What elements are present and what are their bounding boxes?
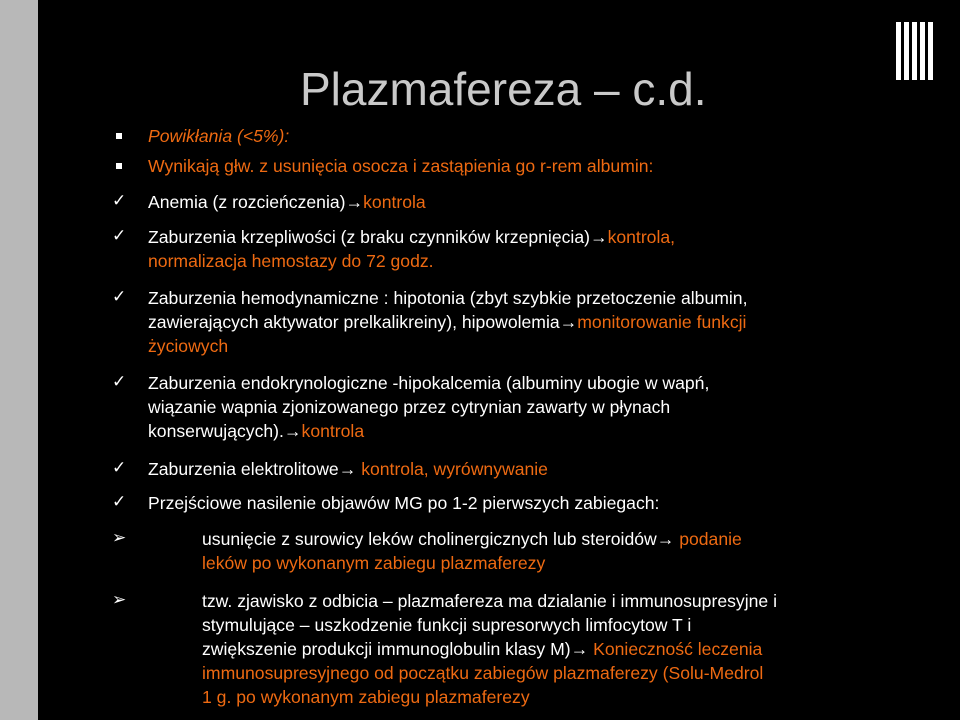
cause-line: Wynikają głw. z usunięcia osocza i zastąpienia go r-rem albumin: [148, 156, 654, 176]
item-electrolyte: Zaburzenia elektrolitowe→ kontrola, wyrównywanie [148, 459, 548, 479]
square-bullet-icon [116, 133, 122, 139]
checkmark-icon: ✓ [112, 458, 127, 477]
checkmark-icon: ✓ [112, 372, 127, 391]
arrowhead-icon: ➢ [112, 590, 127, 609]
complications-heading: Powikłania (<5%): [148, 126, 290, 146]
checkmark-icon: ✓ [112, 492, 127, 511]
checkmark-icon: ✓ [112, 191, 127, 210]
item-endocrine: Zaburzenia endokrynologiczne -hipokalcemia (albuminy ubogie w wapń, wiązanie wapnia zjonizowanego przez cytrynian zawarty w płynach konserwujących).→kontrola [148, 373, 710, 441]
checkmark-icon: ✓ [112, 287, 127, 306]
checkmark-icon: ✓ [112, 226, 127, 245]
item-coagulation: Zaburzenia krzepliwości (z braku czynników krzepnięcia)→kontrola, normalizacja hemostazy do 72 godz. [148, 227, 676, 271]
square-bullet-icon [116, 163, 122, 169]
item-hemodynamic: Zaburzenia hemodynamiczne : hipotonia (zbyt szybkie przetoczenie albumin, zawierających aktywator prelkalikreiny), hipowolemia→monitorowanie funkcji życiowych [148, 288, 748, 356]
item-anemia: Anemia (z rozcieńczenia)→kontrola [148, 192, 426, 212]
vertical-bars-icon [896, 22, 936, 80]
item-mg-exacerbation: Przejściowe nasilenie objawów MG po 1-2 pierwszych zabiegach: [148, 493, 660, 513]
subitem-drug-removal: usunięcie z surowicy leków cholinergicznych lub steroidów→ podanie leków po wykonanym zabiegu plazmaferezy [202, 529, 742, 573]
left-decorative-strip [0, 0, 38, 720]
slide-title: Plazmafereza – c.d. [300, 63, 707, 115]
arrowhead-icon: ➢ [112, 528, 127, 547]
subitem-rebound: tzw. zjawisko z odbicia – plazmafereza ma dzialanie i immunosupresyjne i stymulujące – uszkodzenie funkcji supresorwych limfocytow T i zwiększenie produkcji immunoglobulin klasy M)→ Konieczność leczenia immunosupresyjnego od początku zabiegów plazmaferezy (Solu-Medrol 1 g. po wykonanym zabiegu plazmaferezy [202, 591, 777, 707]
